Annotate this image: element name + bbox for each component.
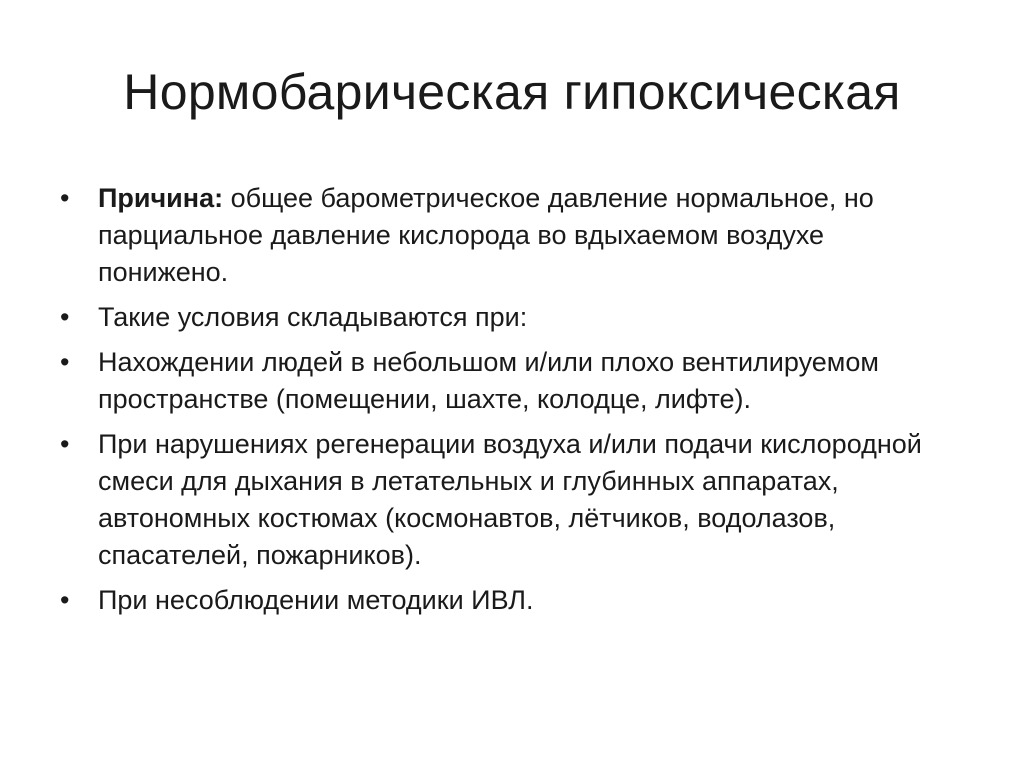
list-item-confined-space [60,344,950,418]
bullet-icon: • [60,585,70,615]
bullet-icon: • [60,183,70,213]
list-item-text: Такие условия складываются при: [98,302,528,332]
slide-title: Нормобарическая гипоксическая [123,64,901,120]
list-item-text: Нахождении людей в небольшом и/или плохо вентилируемом пространстве (помещении, шахте, колодце, лифте). [98,347,879,414]
list-item-conditions [60,299,950,336]
list-item-text: При несоблюдении методики ИВЛ. [98,585,534,615]
bullet-icon: • [60,302,70,332]
list-item-text: общее барометрическое давление нормальное, но парциальное давление кислорода во вдыхаемом воздухе понижено. [98,183,874,287]
list-item-cause [60,180,950,291]
cause-label: Причина: [98,183,224,213]
bullet-list [60,180,950,627]
list-item-text: При нарушениях регенерации воздуха и/или подачи кислородной смеси для дыхания в летательных и глубинных аппаратах, автономных костюмах (космонавтов, лётчиков, водолазов, спасателей, пожарников). [98,429,922,570]
bullet-icon: • [60,347,70,377]
bullet-icon: • [60,429,70,459]
list-item-ventilation [60,582,950,619]
list-item-air-regeneration [60,426,950,574]
